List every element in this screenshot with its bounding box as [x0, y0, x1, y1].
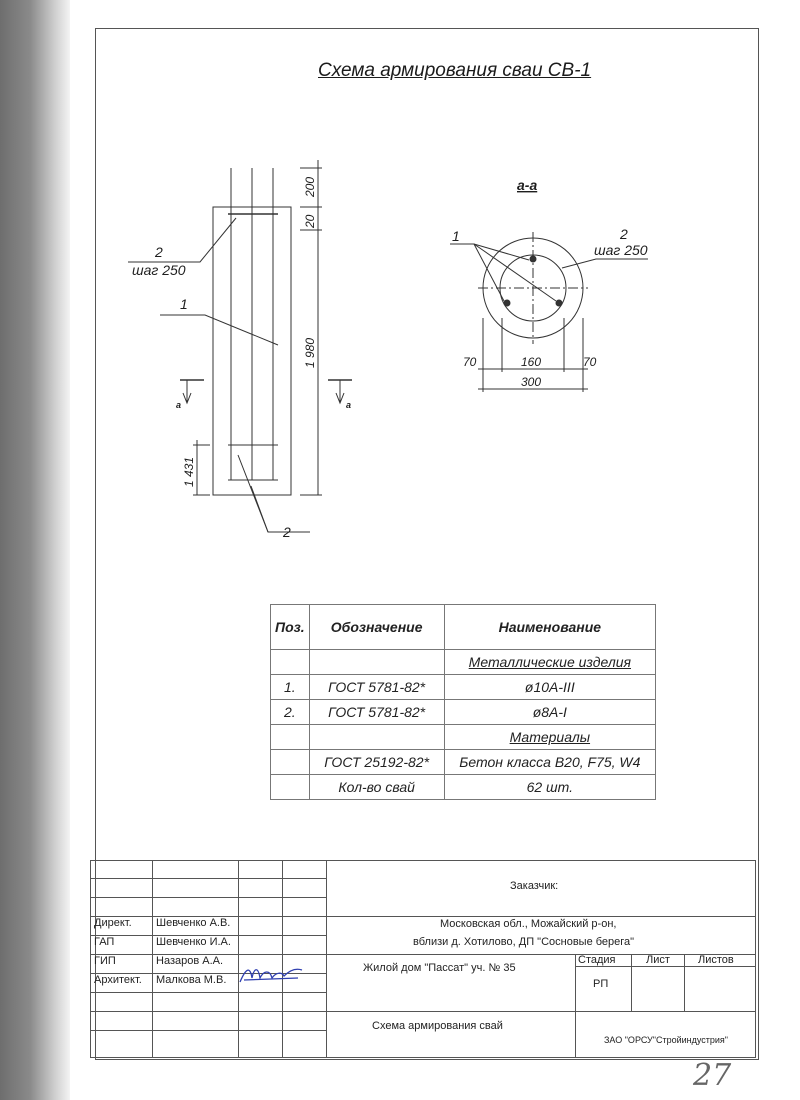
table-row — [271, 775, 656, 800]
dim-label-1431: 1 431 — [182, 456, 196, 487]
table-row — [271, 675, 656, 700]
role-gap: ГАП — [94, 936, 115, 948]
customer-label: Заказчик: — [510, 880, 559, 892]
section-dim-left: 70 — [463, 355, 477, 369]
cell-pos: 1. — [271, 675, 310, 700]
leader-hoop-bottom-2 — [251, 486, 268, 532]
name-gap: Шевченко И.А. — [156, 936, 231, 948]
section-dim-middle: 160 — [521, 355, 542, 369]
cell-code: ГОСТ 5781-82* — [309, 675, 444, 700]
leader-bar-section — [450, 244, 529, 260]
name-director: Шевченко А.В. — [156, 917, 231, 929]
cell-code: ГОСТ 25192-82* — [309, 750, 444, 775]
table-header-row — [271, 605, 656, 650]
section-label-hoop-num: 2 — [620, 226, 628, 242]
cell-code — [309, 725, 444, 750]
role-architect: Архитект. — [94, 974, 142, 986]
cell-name: Бетон класса В20, F75, W4 — [444, 750, 655, 775]
section-label-bar: 1 — [452, 228, 460, 244]
pile-elevation — [128, 160, 352, 532]
cell-pos — [271, 650, 310, 675]
section-arrow-label-right: а — [346, 400, 352, 410]
header-code: Обозначение — [309, 605, 444, 650]
role-gip: ГИП — [94, 955, 116, 967]
role-director: Директ. — [94, 917, 132, 929]
name-architect: Малкова М.В. — [156, 974, 227, 986]
col-stage: Стадия — [578, 954, 616, 966]
dim-label-20: 20 — [303, 214, 317, 228]
rebar-dot — [556, 300, 562, 306]
cell-pos — [271, 725, 310, 750]
stage-value: РП — [593, 978, 609, 990]
cell-name: 62 шт. — [444, 775, 655, 800]
header-name: Наименование — [444, 605, 655, 650]
cell-name: Металлические изделия — [444, 650, 655, 675]
address-line-1: Московская обл., Можайский р-он, — [440, 918, 617, 930]
rebar-dot — [530, 256, 536, 262]
cell-pos — [271, 775, 310, 800]
architect-signature — [236, 960, 306, 988]
page-title: Схема армирования сваи СВ-1 — [318, 60, 592, 81]
section-arrow-label-left: а — [176, 400, 182, 410]
header-pos: Поз. — [271, 605, 310, 650]
company-name: ЗАО "ОРСУ"Стройиндустрия" — [604, 1035, 728, 1045]
leader-bar-section — [474, 244, 556, 301]
sheet-title: Схема армирования свай — [372, 1020, 503, 1032]
leader-label-bottom-hoop: 2 — [283, 524, 291, 540]
dim-label-1980: 1 980 — [303, 337, 317, 368]
cell-name: Материалы — [444, 725, 655, 750]
table-row — [271, 650, 656, 675]
table-row — [271, 725, 656, 750]
section-dim-right: 70 — [583, 355, 597, 369]
section-dim-total: 300 — [521, 375, 542, 389]
section-label-hoop-step: шаг 250 — [594, 242, 648, 258]
dim-label-200: 200 — [303, 176, 317, 197]
leader-label-bar-num: 1 — [180, 296, 188, 312]
cell-code: Кол-во свай — [309, 775, 444, 800]
name-gip: Назаров А.А. — [156, 955, 224, 967]
table-row — [271, 700, 656, 725]
cell-name: ø8А-I — [444, 700, 655, 725]
leader-bar-section — [474, 244, 504, 301]
rebar-dot — [504, 300, 510, 306]
cell-pos — [271, 750, 310, 775]
leader-hoop-bottom-1 — [238, 455, 310, 532]
leader-label-hoop-num: 2 — [155, 244, 163, 260]
leader-hoop-top — [128, 218, 236, 262]
col-sheets: Листов — [698, 954, 734, 966]
table-row — [271, 750, 656, 775]
leader-bar — [160, 315, 278, 345]
cell-pos: 2. — [271, 700, 310, 725]
title-block — [90, 860, 756, 1058]
cell-name: ø10А-III — [444, 675, 655, 700]
specification-table — [270, 604, 656, 800]
leader-label-hoop-step: шаг 250 — [132, 262, 186, 278]
object-name: Жилой дом "Пассат" уч. № 35 — [363, 962, 516, 974]
cell-code: ГОСТ 5781-82* — [309, 700, 444, 725]
col-sheet: Лист — [646, 954, 670, 966]
address-line-2: вблизи д. Хотилово, ДП "Сосновые берега" — [413, 936, 635, 948]
handwritten-sheet-number: 27 — [693, 1058, 732, 1093]
section-title: а-а — [517, 177, 538, 193]
cell-code — [309, 650, 444, 675]
